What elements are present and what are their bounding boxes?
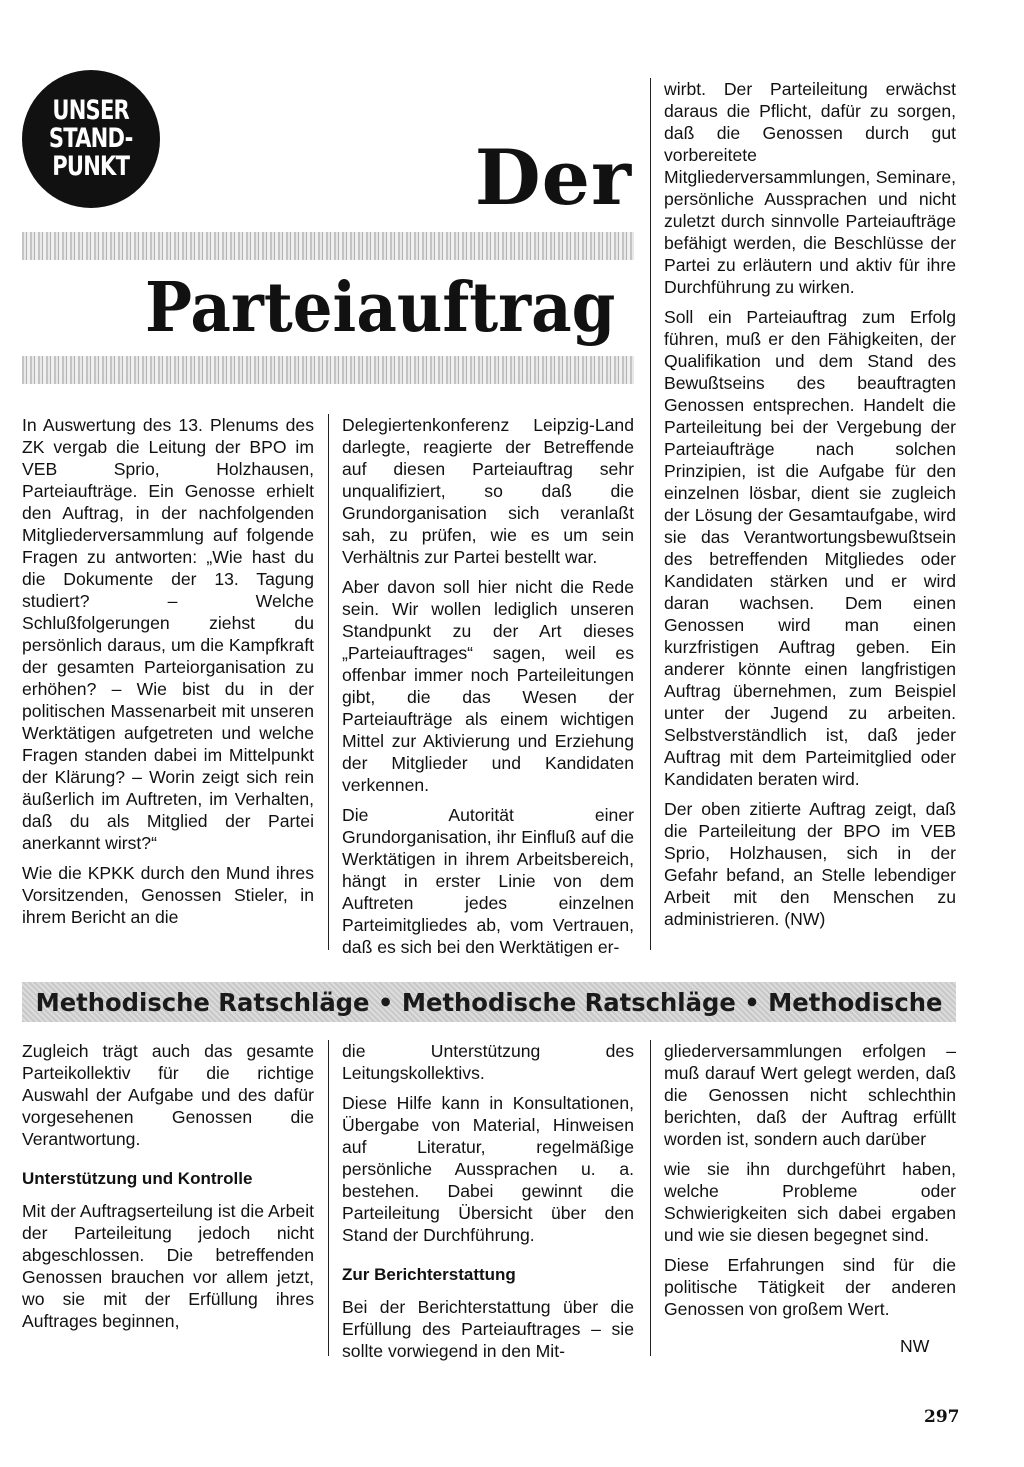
author-signature: NW — [900, 1336, 930, 1356]
badge-line-1: UNSER — [52, 95, 130, 126]
paragraph: die Unterstützung des Leitungskollektivs. — [342, 1041, 634, 1083]
article-column-3 — [664, 78, 956, 938]
badge-line-3: PUNKT — [52, 151, 130, 182]
methodology-ribbon — [22, 982, 956, 1022]
methods-column-2 — [342, 1040, 634, 1370]
headline-part-2: Parteiauftrag — [145, 268, 616, 348]
column-divider — [650, 78, 651, 950]
paragraph: Delegiertenkonferenz Leipzig-Land darlegte, reagierte der Betreffende auf diesen Parteiauftrag sehr unqualifiziert, so daß die Grundorganisation sich veranlaßt sah, zu prüfen, wie es um sein Verhältnis zur Partei bestellt war. — [342, 415, 634, 567]
standpoint-badge — [22, 70, 160, 208]
paragraph: Zugleich trägt auch das gesamte Parteikollektiv für die richtige Auswahl der Aufgabe und des dafür vorgesehenen Genossen die Verantwortung. — [22, 1041, 314, 1149]
paragraph: wie sie ihn durchgeführt haben, welche Probleme oder Schwierigkeiten sich dabei ergaben und wie sie diesen begegnet sind. — [664, 1159, 956, 1245]
paragraph: wirbt. Der Parteileitung erwächst daraus die Pflicht, dafür zu sorgen, daß die Genossen durch gut vorbereitete Mitgliederversammlungen, Seminare, persönliche Aussprachen und nicht zuletzt durch sinnvolle Parteiaufträge befähigt werden, die Beschlüsse der Partei zu erläutern und aktiv für ihre Durchführung zu wirken. — [664, 79, 956, 297]
article-column-1 — [22, 414, 314, 936]
badge-text — [49, 97, 133, 181]
article-column-2 — [342, 414, 634, 966]
paragraph: In Auswertung des 13. Plenums des ZK vergab die Leitung der BPO im VEB Sprio, Holzhausen, Parteiaufträge. Ein Genosse erhielt den Auftrag, in der nachfolgenden Mitgliederversammlung auf folgende Fragen zu antworten: „Wie hast du die Dokumente der 13. Tagung studiert? – Welche Schlußfolgerungen ziehst du persönlich daraus, um die Kampfkraft der gesamten Parteiorganisation zu erhöhen? – Wie bist du in der politischen Massenarbeit mit unseren Werktätigen aufgetreten und welche Fragen standen dabei im Mittelpunkt der Klärung? – Worin zeigt sich rein äußerlich im Auftreten, im Verhalten, daß du als Mitglied der Partei anerkannt wirst?“ — [22, 415, 314, 853]
badge-line-2: STAND- — [49, 123, 133, 154]
subheading: Unterstützung und Kontrolle — [22, 1169, 253, 1188]
paragraph: gliederversammlungen erfolgen – muß darauf Wert gelegt werden, daß die Genossen nicht schlechthin berichten, daß der Auftrag erfüllt worden ist, sondern auch darüber — [664, 1041, 956, 1149]
paragraph: Wie die KPKK durch den Mund ihres Vorsitzenden, Genossen Stieler, in ihrem Bericht an die — [22, 863, 314, 927]
page-number: 297 — [924, 1407, 960, 1427]
column-divider — [328, 1040, 329, 1356]
paragraph: Bei der Berichterstattung über die Erfüllung des Parteiauftrages – sie sollte vorwiegend in den Mit- — [342, 1297, 634, 1361]
column-divider — [650, 1040, 651, 1356]
methods-column-3 — [664, 1040, 956, 1328]
decorative-band-top — [22, 232, 634, 260]
methods-column-1 — [22, 1040, 314, 1340]
ribbon-text: Methodische Ratschläge • Methodische Ratschläge • Methodische — [35, 987, 943, 1017]
paragraph: Mit der Auftragserteilung ist die Arbeit der Parteileitung jedoch nicht abgeschlossen. Die betreffenden Genossen brauchen vor allem jetzt, wo sie mit der Erfüllung ihres Auftrages beginnen, — [22, 1201, 314, 1331]
subheading: Zur Berichterstattung — [342, 1265, 516, 1284]
paragraph: Der oben zitierte Auftrag zeigt, daß die Parteileitung der BPO im VEB Sprio, Holzhausen, sich in der Gefahr befand, an Stelle lebendiger Arbeit mit den Menschen zu administrieren. (NW) — [664, 799, 956, 929]
paragraph: Diese Erfahrungen sind für die politische Tätigkeit der anderen Genossen von großem Wert. — [664, 1255, 956, 1319]
paragraph: Soll ein Parteiauftrag zum Erfolg führen, muß er den Fähigkeiten, der Qualifikation und dem Stand des Bewußtseins des beauftragten Genossen entsprechen. Handelt die Parteileitung bei der Vergebung der Parteiaufträge nach solchen Prinzipien, ist die Aufgabe für den einzelnen lösbar, dient sie zugleich der Lösung der Gesamtaufgabe, wird sie das Verantwortungsbewußtsein des betreffenden Mitgliedes oder Kandidaten stärken und er wird daran wachsen. Dem einen Genossen wird man einen kurzfristigen Auftrag geben. Ein anderer könnte einen langfristigen Auftrag übernehmen, zum Beispiel unter der Jugend zu arbeiten. Selbstverständlich ist, daß jeder Auftrag mit dem Parteimitglied oder Kandidaten beraten wird. — [664, 307, 956, 789]
headline-part-1: Der — [474, 133, 632, 222]
paragraph: Diese Hilfe kann in Konsultationen, Übergabe von Material, Hinweisen auf Literatur, regelmäßige persönliche Aussprachen u. a. bestehen. Dabei gewinnt die Parteileitung Übersicht über den Stand der Durchführung. — [342, 1093, 634, 1245]
column-divider — [328, 414, 329, 950]
paragraph: Aber davon soll hier nicht die Rede sein. Wir wollen lediglich unseren Standpunkt zu der Art dieses „Parteiauftrages“ sagen, weil es offenbar immer noch Parteileitungen gibt, die das Wesen der Parteiaufträge als einem wichtigen Mittel zur Aktivierung und Erziehung der Mitglieder und Kandidaten verkennen. — [342, 577, 634, 795]
paragraph: Die Autorität einer Grundorganisation, ihr Einfluß auf die Werktätigen in ihrem Arbeitsbereich, hängt in erster Linie von dem Auftreten jedes einzelnen Parteimitgliedes ab, vom Vertrauen, daß es sich bei den Werktätigen er- — [342, 805, 634, 957]
decorative-band-bottom — [22, 356, 634, 384]
